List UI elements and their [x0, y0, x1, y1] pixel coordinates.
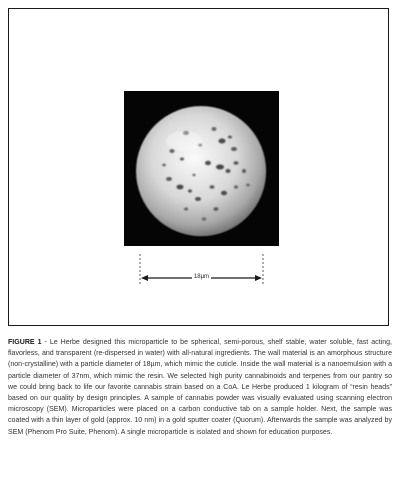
figure-frame — [8, 8, 389, 326]
sem-microparticle-image — [124, 91, 279, 246]
figure-caption-label: FIGURE 1 — [8, 339, 42, 346]
microparticle-graphic — [124, 91, 279, 246]
scale-bar-label: 18µm — [193, 274, 210, 280]
figure-caption — [8, 337, 392, 438]
figure-caption-text: - Le Herbe designed this microparticle to be spherical, semi-porous, shelf stable, water soluble, fast acting, flavorless, and transparent (re-dispersed in water) with all-natural ingredients. The wall material is an amorphous structure (non-crystalline) with a particle diameter of 18µm, which mimic the cuticle. Inside the wall material is a nanoemulsion with a particle diameter of 37nm, which mimic the resin. We selected high purity cannabinoids and terpenes from our pantry so we could bring back to life our favorite cannabis strain based on a CoA. Le Herbe produced 1 kilogram of “resin heads” based on our quality by design principles. A sample of cannabis powder was visually evaluated using scanning electron microscopy (SEM). Microparticles were placed on a carbon conductive tab on a sample holder. Next, the sample was coated with a thin layer of gold (approx. 10 nm) in a gold sputter coater (Quorum). Afterwards the sample was analyzed by SEM (Phenom Pro Suite, Phenom). A single microparticle is isolated and shown for education purposes. — [8, 339, 393, 436]
scale-bar — [139, 254, 264, 286]
surface-highlight — [166, 131, 202, 151]
